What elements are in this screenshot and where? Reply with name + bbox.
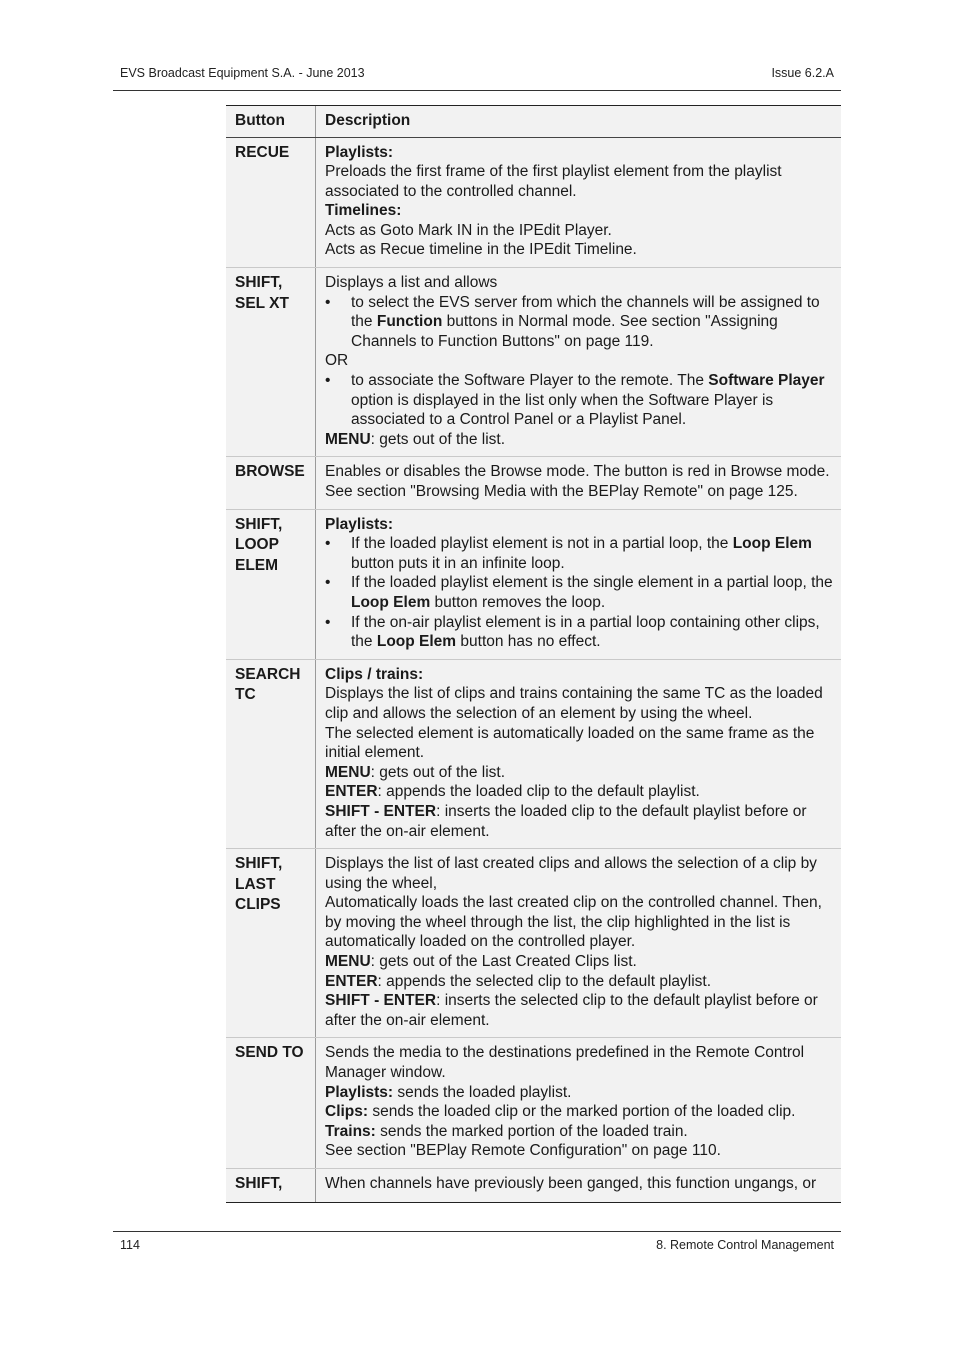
button-name-line: BROWSE [235, 463, 305, 481]
text-run: See section "BEPlay Remote Configuration" on page 110. [325, 1142, 721, 1160]
bold-text: Software Player [708, 372, 825, 390]
footer-rule [113, 1231, 841, 1232]
bold-text: Loop Elem [732, 535, 812, 553]
text-run: buttons in Normal mode. See section "Assigning Channels to Function Buttons" on page 119. [351, 313, 778, 350]
description-line [325, 952, 833, 972]
table-row [226, 268, 841, 457]
button-name-line: LOOP [235, 536, 279, 554]
text-run: OR [325, 352, 349, 370]
button-name-cell [226, 1038, 316, 1168]
text-run: : inserts the selected clip to the default playlist before or after the on-air element. [325, 992, 818, 1029]
button-name-line: CLIPS [235, 896, 281, 914]
bullet-item [325, 293, 833, 352]
text-run: If the loaded playlist element is not in a partial loop, the [351, 535, 733, 553]
button-name-line: SHIFT, [235, 515, 283, 533]
bold-text: Timelines: [325, 202, 402, 220]
description-cell [316, 1038, 841, 1168]
description-line [325, 724, 833, 763]
description-line [325, 201, 833, 221]
bold-text: Playlists: [325, 1083, 394, 1101]
description-line [325, 515, 833, 535]
bold-text: MENU [325, 953, 371, 971]
description-line [325, 782, 833, 802]
description-line [325, 684, 833, 723]
table-row [226, 1169, 841, 1202]
description-line [325, 351, 833, 371]
button-name-line: LAST [235, 875, 276, 893]
text-run: If the on-air playlist element is in a partial loop containing other clips, the [351, 613, 820, 651]
description-line [325, 273, 833, 293]
button-name-cell [226, 1169, 316, 1202]
bold-text: ENTER [325, 972, 378, 990]
description-line [325, 221, 833, 241]
description-line [325, 1102, 833, 1122]
description-line [325, 763, 833, 783]
button-name-cell [226, 138, 316, 268]
description-line [325, 162, 833, 201]
button-description-table [226, 105, 841, 1203]
button-name-line: SEND TO [235, 1044, 304, 1062]
button-name-cell [226, 268, 316, 456]
description-cell [316, 138, 841, 268]
bold-text: Playlists: [325, 143, 394, 161]
bold-text: SHIFT - ENTER [325, 802, 437, 820]
bullet-item [325, 613, 833, 652]
button-name-cell [226, 510, 316, 659]
description-line [325, 854, 833, 893]
description-cell [316, 268, 841, 456]
description-cell [316, 660, 841, 848]
text-run: When channels have previously been ganged, this function ungangs, or [325, 1175, 817, 1192]
page-number: 114 [120, 1238, 140, 1252]
description-line [325, 893, 833, 952]
column-header-description: Description [325, 112, 411, 129]
text-run: Displays a list and allows [325, 274, 498, 292]
button-name-cell [226, 849, 316, 1037]
table-row [226, 1038, 841, 1169]
text-run: button has no effect. [456, 633, 601, 651]
text-run: to associate the Software Player to the remote. The [351, 372, 709, 390]
text-run: option is displayed in the list only when the Software Player is associated to a Control Panel or a Playlist Panel. [351, 391, 774, 429]
description-line [325, 462, 833, 501]
button-name-line: TC [235, 686, 256, 704]
text-run: Displays the list of clips and trains containing the same TC as the loaded clip and allows the selection of an element by using the wheel. [325, 685, 823, 722]
description-line [325, 991, 833, 1030]
text-run: sends the marked portion of the loaded train. [375, 1122, 688, 1140]
button-name-line: SHIFT, [235, 1175, 283, 1192]
bold-text: Loop Elem [376, 633, 457, 651]
text-run: Preloads the first frame of the first playlist element from the playlist associated to the controlled channel. [325, 163, 782, 200]
bold-text: MENU [325, 763, 371, 781]
text-run: : appends the loaded clip to the default playlist. [377, 783, 700, 801]
text-run: Acts as Goto Mark IN in the IPEdit Player. [325, 221, 612, 239]
bullet-item [325, 371, 833, 430]
button-name-line: SHIFT, [235, 855, 283, 873]
bullet-item [325, 534, 833, 573]
text-run: : gets out of the list. [370, 430, 506, 448]
button-name-cell [226, 660, 316, 848]
description-line [325, 972, 833, 992]
bullet-item [325, 573, 833, 612]
bold-text: Playlists: [325, 515, 394, 533]
description-cell [316, 849, 841, 1037]
bold-text: Clips / trains: [325, 665, 424, 683]
bold-text: Function [376, 313, 443, 331]
header-rule [113, 90, 841, 91]
table-row [226, 138, 841, 269]
text-run: Enables or disables the Browse mode. The button is red in Browse mode. See section "Browsing Media with the BEPlay Remote" on page 125. [325, 463, 830, 500]
text-run: Displays the list of last created clips and allows the selection of a clip by using the wheel, [325, 855, 817, 892]
column-header-button: Button [226, 106, 316, 137]
bold-text: Trains: [325, 1122, 376, 1140]
text-run: button puts it in an infinite loop. [351, 554, 565, 572]
text-run: : gets out of the list. [370, 763, 506, 781]
table-header-row [226, 106, 841, 138]
header-doc-title: EVS Broadcast Equipment S.A. - June 2013 [120, 66, 365, 80]
table-row [226, 510, 841, 660]
description-line [325, 430, 833, 450]
description-cell [316, 510, 841, 659]
text-run: Acts as Recue timeline in the IPEdit Timeline. [325, 241, 637, 259]
table-row [226, 457, 841, 509]
bold-text: SHIFT - ENTER [325, 992, 437, 1010]
bold-text: ENTER [325, 783, 378, 801]
button-name-line: SEL XT [235, 294, 289, 312]
description-line [325, 1141, 833, 1161]
description-cell [316, 1169, 841, 1202]
description-line [325, 1174, 833, 1194]
bold-text: MENU [325, 430, 371, 448]
text-run: The selected element is automatically loaded on the same frame as the initial element. [325, 724, 815, 762]
bold-text: Loop Elem [351, 593, 431, 611]
text-run: sends the loaded playlist. [393, 1083, 572, 1101]
description-line [325, 665, 833, 685]
text-run: : appends the selected clip to the default playlist. [377, 972, 712, 990]
text-run: Sends the media to the destinations predefined in the Remote Control Manager window. [325, 1044, 805, 1082]
text-run: : gets out of the Last Created Clips list. [370, 953, 637, 971]
description-line [325, 1083, 833, 1103]
button-name-line: RECUE [235, 143, 290, 161]
description-line [325, 802, 833, 841]
button-name-cell [226, 457, 316, 508]
button-name-line: SHIFT, [235, 274, 283, 292]
text-run: button removes the loop. [430, 593, 606, 611]
footer-section: 8. Remote Control Management [656, 1238, 834, 1252]
table-row [226, 660, 841, 849]
description-cell [316, 457, 841, 508]
description-line [325, 1122, 833, 1142]
button-name-line: ELEM [235, 556, 279, 574]
text-run: Automatically loads the last created clip on the controlled channel. Then, by moving the wheel through the list, the clip highlighted in the list is automatically loaded on the controlled player. [325, 894, 822, 951]
description-line [325, 143, 833, 163]
text-run: to select the EVS server from which the channels will be assigned to the [351, 293, 820, 331]
description-line [325, 1043, 833, 1082]
text-run: sends the loaded clip or the marked portion of the loaded clip. [368, 1103, 796, 1121]
header-issue: Issue 6.2.A [771, 66, 834, 80]
table-row [226, 849, 841, 1038]
text-run: If the loaded playlist element is the single element in a partial loop, the [351, 574, 833, 592]
description-line [325, 240, 833, 260]
button-name-line: SEARCH [235, 665, 301, 683]
text-run: : inserts the loaded clip to the default playlist before or after the on-air element. [325, 802, 807, 840]
bold-text: Clips: [325, 1103, 369, 1121]
